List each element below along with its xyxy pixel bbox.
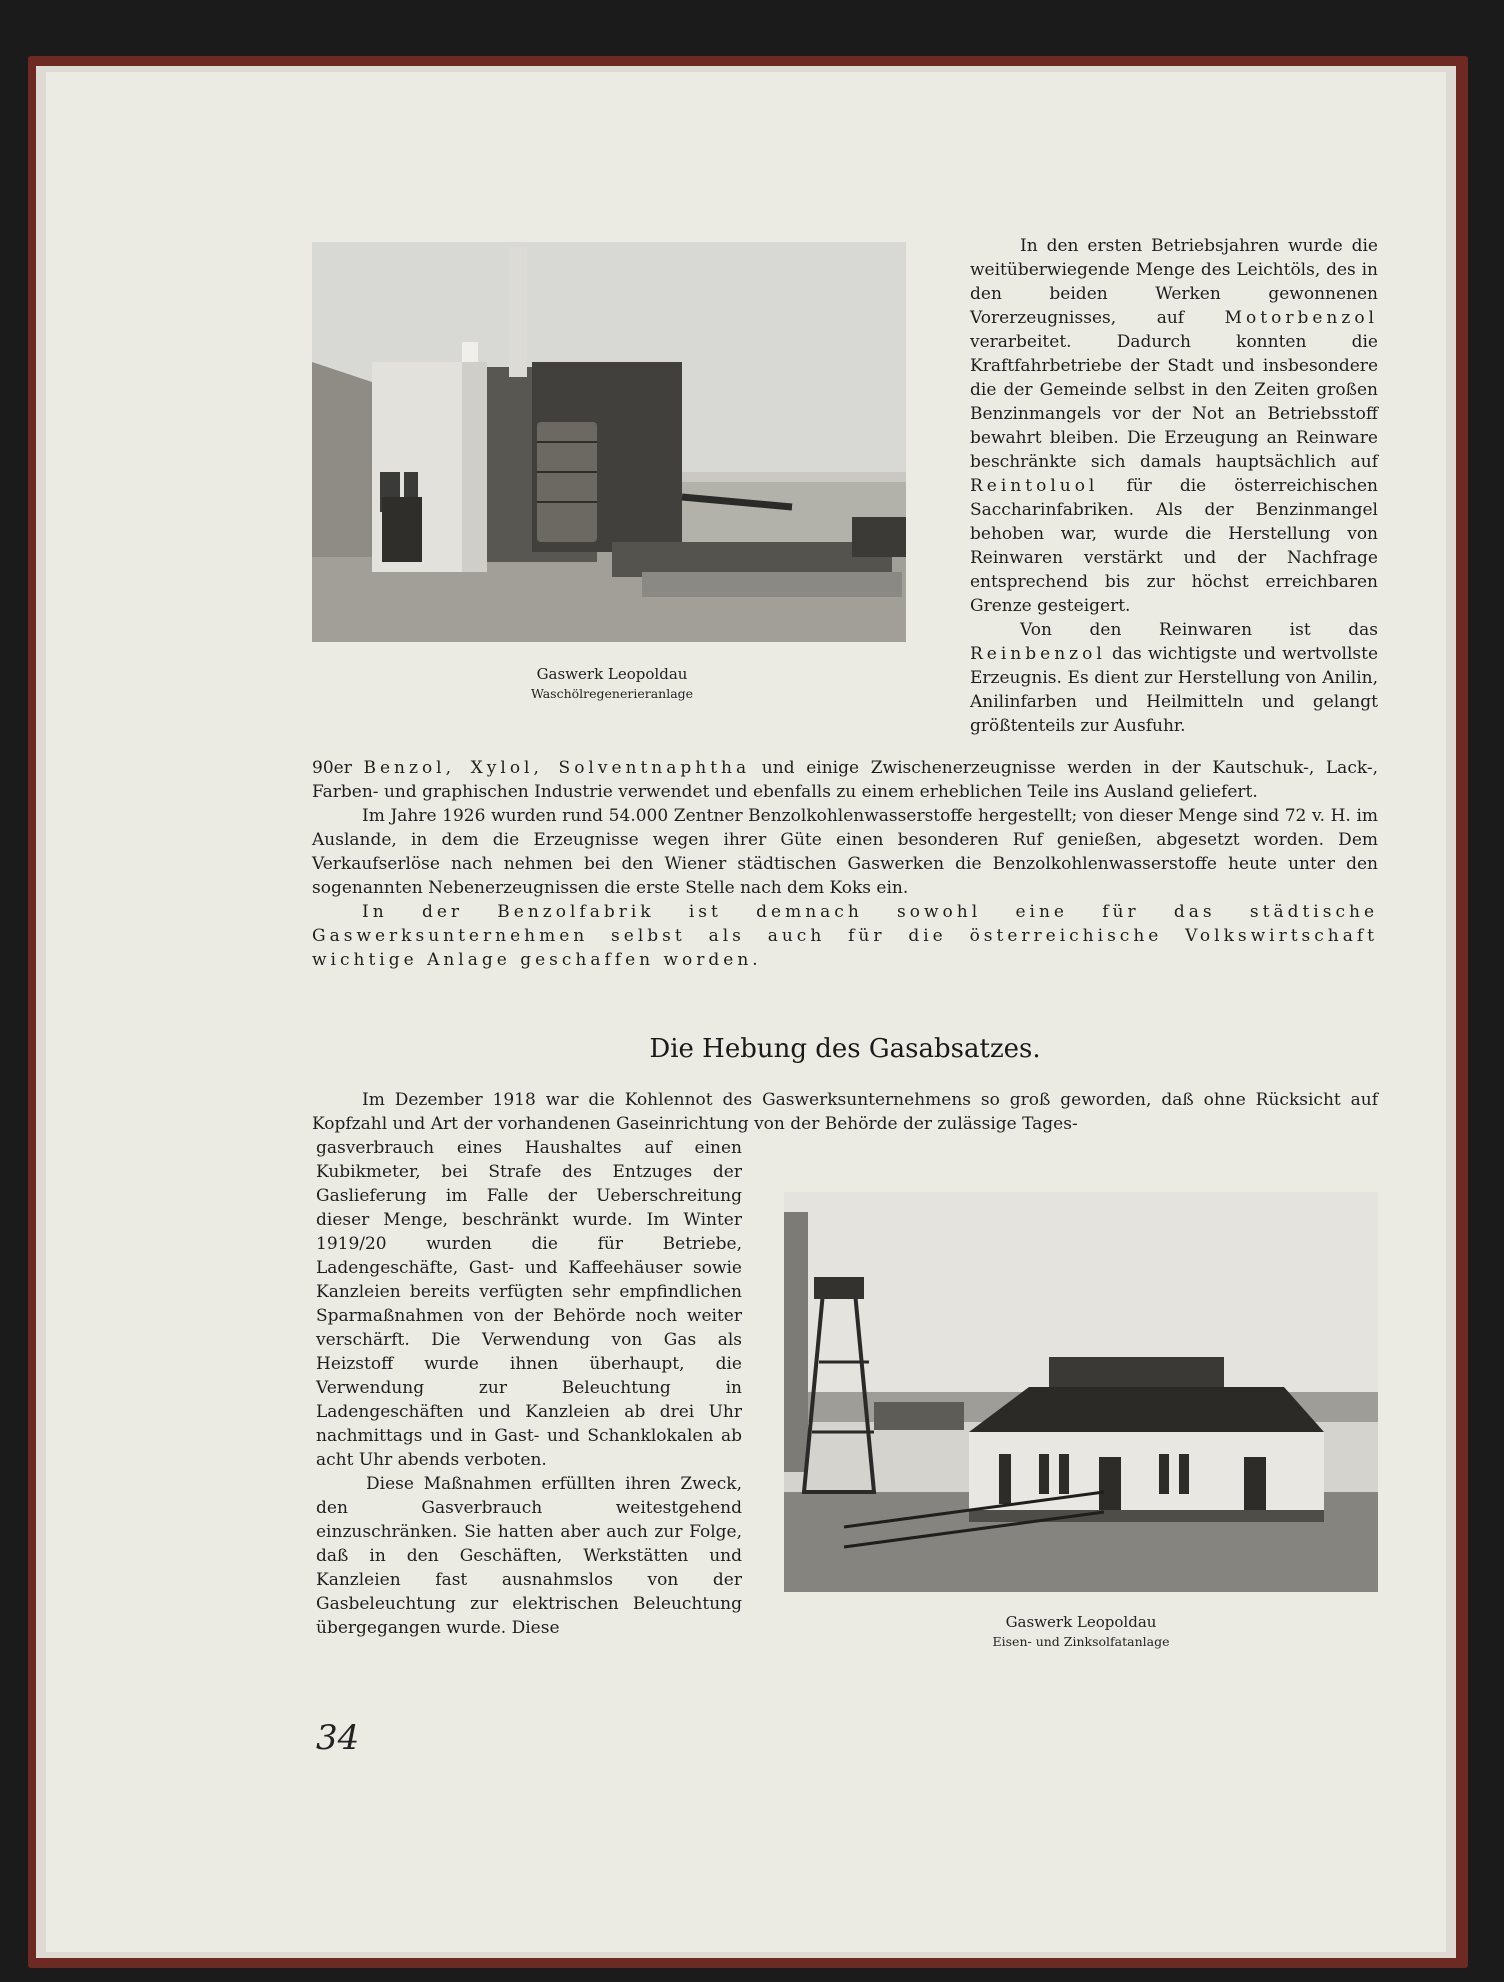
- intro-column: [970, 234, 1378, 738]
- paragraph-folgen: Diese Maßnahmen erfüllten ihren Zweck, den Gasverbrauch weitestgehend einzuschränken. Sie hatten aber auch zur Folge, daß in den Geschäften, Werkstätten und Kanzleien fast ausnahmslos von der Gasbeleuchtung zur elektrischen Beleuchtung übergegangen wurde. Diese: [316, 1474, 742, 1638]
- paragraph-conclusion-spaced: In der Benzolfabrik ist demnach sowohl eine für das städtische Gaswerksunternehmen selbst als auch für die österreichische Volkswirtschaft wichtige Anlage geschaffen worden.: [312, 902, 1378, 970]
- paragraph-kohlennot: Im Dezember 1918 war die Kohlennot des Gaswerksunternehmens so groß geworden, daß ohne Rücksicht auf Kopfzahl und Art der vorhandenen Gaseinrichtung von der Behörde der zulässige Tages-: [312, 1090, 1378, 1134]
- gasabsatz-intro: [312, 1088, 1378, 1136]
- caption-title: Gaswerk Leopoldau: [536, 665, 688, 683]
- photo-benzol-plant-caption: [492, 664, 732, 704]
- paragraph-motorbenzol: In den ersten Betriebsjahren wurde die weitüberwiegende Menge des Leichtöls, des in den beiden Werken gewonnenen Vorerzeugnisses, auf Motorbenzol verarbeitet. Dadurch konnten die Kraftfahrbetriebe der Stadt und insbesondere die der Gemeinde selbst in den Zeiten großen Benzinmangels vor der Not an Betriebsstoff bewahrt bleiben. Die Erzeugung an Reinware beschränkte sich damals hauptsächlich auf Reintoluol für die österreichischen Saccharinfabriken. Als der Benzinmangel behoben war, wurde die Herstellung von Reinwaren verstärkt und der Nachfrage entsprechend bis zur höchst erreichbaren Grenze gesteigert.: [970, 236, 1378, 616]
- caption-title: Gaswerk Leopoldau: [1005, 1613, 1157, 1631]
- section-heading: Die Hebung des Gasabsatzes.: [649, 1034, 1041, 1064]
- benzol-full-width-text: [312, 756, 1378, 972]
- caption-subtitle: Waschölregenerieranlage: [530, 686, 694, 701]
- photo-benzol-plant: [312, 242, 906, 642]
- factory-illustration-1: [312, 242, 906, 642]
- emphasis-reinbenzol: Reinbenzol: [970, 644, 1106, 664]
- caption-subtitle: Eisen- und Zinksolfatanlage: [992, 1634, 1170, 1649]
- photo-zinksulfat-caption: [936, 1612, 1226, 1652]
- page-number: 34: [316, 1718, 360, 1758]
- paragraph-zwischenerzeugnisse: 90er Benzol, Xylol, Solventnaphtha und einige Zwischenerzeugnisse werden in der Kautschuk-, Lack-, Farben- und graphischen Industrie verwendet und ebenfalls zu einem erheblichen Teile ins Ausland geliefert.: [312, 758, 1378, 802]
- book-page: [46, 72, 1446, 1952]
- emphasis-benzol-xylol: Benzol, Xylol, Solventnaphtha: [363, 758, 751, 778]
- emphasis-reintoluol: Reintoluol: [970, 476, 1099, 496]
- factory-illustration-2: [784, 1192, 1378, 1592]
- emphasis-motorbenzol: Motorbenzol: [1224, 308, 1378, 328]
- photo-zinksulfat-plant: [784, 1192, 1378, 1592]
- paragraph-reinbenzol: Von den Reinwaren ist das Reinbenzol das wichtigste und wertvollste Erzeugnis. Es dient zur Herstellung von Anilin, Anilinfarben und Heilmitteln und gelangt größtenteils zur Ausfuhr.: [970, 620, 1379, 736]
- paragraph-sparmassnahmen: gasverbrauch eines Haushaltes auf einen Kubikmeter, bei Strafe des Entzuges der Gaslieferung im Falle der Ueberschreitung dieser Menge, beschränkt wurde. Im Winter 1919/20 wurden die für Betriebe, Ladengeschäfte, Gast- und Kaffeehäuser sowie Kanzleien bereits verfügten sehr empfindlichen Sparmaßnahmen von der Behörde noch weiter verschärft. Die Verwendung von Gas als Heizstoff wurde ihnen überhaupt, die Verwendung zur Beleuchtung in Ladengeschäften und Kanzleien ab drei Uhr nachmittags und in Gast- und Schanklokalen ab acht Uhr abends verboten.: [316, 1138, 742, 1470]
- gasabsatz-column: [316, 1136, 742, 1640]
- paragraph-production-1926: Im Jahre 1926 wurden rund 54.000 Zentner Benzolkohlenwasserstoffe hergestellt; von dieser Menge sind 72 v. H. im Auslande, in dem die Erzeugnisse wegen ihrer Güte einen besonderen Ruf genießen, abgesetzt worden. Dem Verkaufserlöse nach nehmen bei den Wiener städtischen Gaswerken die Benzolkohlenwasserstoffe heute unter den sogenannten Nebenerzeugnissen die erste Stelle nach dem Koks ein.: [312, 806, 1378, 898]
